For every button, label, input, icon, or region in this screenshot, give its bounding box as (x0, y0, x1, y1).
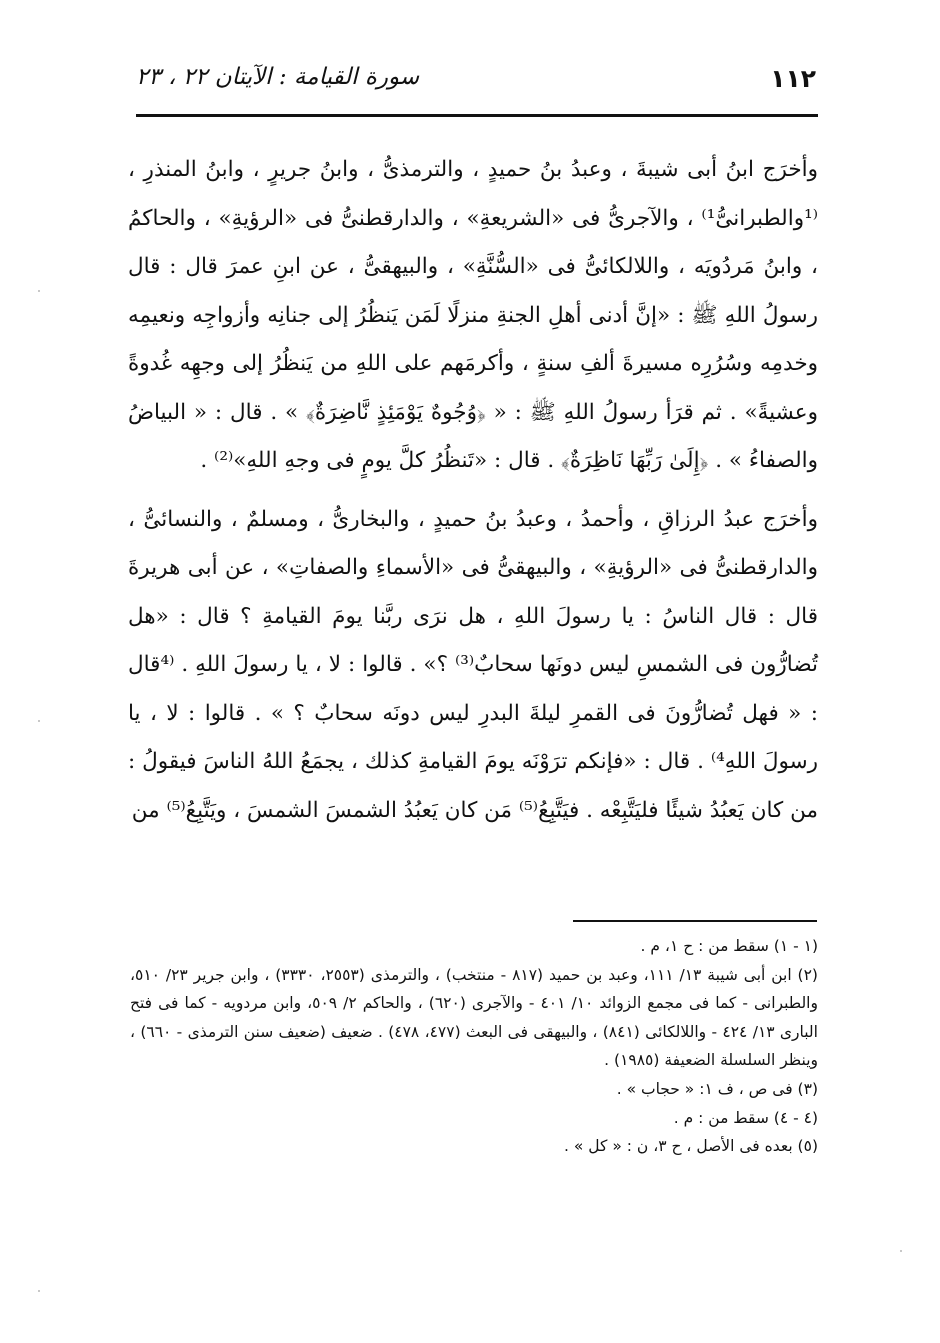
paragraph-2: وأخرَج عبدُ الرزاقِ ، وأحمدُ ، وعبدُ بنُ حميدٍ ، والبخارىُّ ، ومسلمٌ ، والنسائىُّ ، والدارقطنىُّ فى «الرؤيةِ» ، والبيهقىُّ فى «الأسماءِ والصفاتِ» ، عن أبى هريرةَ قال : قال الناسُ : يا رسولَ اللهِ ، هل نرَى ربَّنا يومَ القيامةِ ؟ قال : «هل تُضارُّون فى الشمسِ ليس دونَها سحابٌ⁽³⁾ ؟» . قالوا : لا ، يا رسولَ اللهِ . ⁽⁴قال : « فهل تُضارُّونَ فى القمرِ ليلةَ البدرِ ليس دونَه سحابٌ ؟ » . قالوا : لا ، يا رسولَ اللهِ⁴⁾ . قال : «فإنكم ترَوْنَه يومَ القيامةِ كذلك ، يجمَعُ اللهُ الناسَ فيقولُ : من كان يَعبُدُ شيئًا فليَتَّبِعْه . فيَتَّبِعُ⁽⁵⁾ مَن كان يَعبُدُ الشمسَ الشمسَ ، ويَتَّبِعُ⁽⁵⁾ من (128, 506, 818, 823)
page-header (136, 62, 816, 102)
footnote-3: (٣) فى ص ، ف ١: « حجاب » . (616, 1079, 818, 1098)
scan-speck (38, 1290, 40, 1292)
footnote-2: (٢) ابن أبى شيبة ١٣/ ١١١، وعبد بن حميد (٨١٧ - منتخب) ، والترمذى (٢٥٥٣، ٣٣٣٠) ، وابن جرير ٢٣/ ٥١٠، والطبرانى - كما فى مجمع الزوائد ١٠/ ٤٠١ - والآجرى (٦٢٠) ، والحاكم ٢/ ٥٠٩، وابن مردويه - كما فى فتح البارى ١٣/ ٤٢٤ - واللالكائى (٨٤١) ، والبيهقى فى البعث (٤٧٧، ٤٧٨) . ضعيف (ضعيف سنن الترمذى - ٦٦٠) ، وينظر السلسلة الضعيفة (١٩٨٥) . (130, 965, 818, 1070)
footnotes (130, 932, 818, 1161)
scan-speck (900, 1250, 902, 1252)
running-head: سورة القيامة : الآيتان ٢٢ ، ٢٣ (136, 64, 420, 90)
footnote-rule (573, 920, 817, 922)
scan-speck (38, 290, 40, 292)
paragraph-1: وأخرَج ابنُ أبى شيبةَ ، وعبدُ بنُ حميدٍ ، والترمذىُّ ، وابنُ جريرٍ ، وابنُ المنذرِ ، ⁽¹والطبرانىُّ¹⁾ ، والآجرىُّ فى «الشريعةِ» ، والدارقطنىُّ فى «الرؤيةِ» ، والحاكمُ ، وابنُ مَردُويَه ، واللالكائىُّ فى «السُّنَّةِ» ، والبيهقىُّ ، عن ابنِ عمرَ قال : قال رسولُ اللهِ ﷺ : «إنَّ أدنى أهلِ الجنةِ منزلًا لَمَن يَنظُرُ إلى جنانِه وأزواجِه ونعيمِه وخدمِه وسُرُرِه مسيرةَ ألفِ سنةٍ ، وأكرمَهم على اللهِ من يَنظُرُ إلى وجهِه غُدوةً وعشيةً» . ثم قرَأ رسولُ اللهِ ﷺ : « ﴿وُجُوهٌ يَوْمَئِذٍ نَّاضِرَةٌ﴾ » . قال : « البياضُ والصفاءُ » . ﴿إِلَىٰ رَبِّهَا نَاظِرَةٌ﴾ . قال : «تَنظُرُ كلَّ يومٍ فى وجهِ اللهِ»⁽²⁾ . (128, 157, 818, 473)
footnote-1: (١ - ١) سقط من : ح ١، م . (640, 937, 818, 955)
header-rule (136, 114, 818, 117)
page-number: ١١٢ (770, 64, 816, 93)
footnote-5: (٥) بعده فى الأصل ، ح ٣، ن : « كل » . (564, 1137, 818, 1156)
main-text (128, 146, 818, 835)
scan-speck (38, 720, 40, 722)
footnote-4: (٤ - ٤) سقط من : م . (673, 1108, 818, 1127)
